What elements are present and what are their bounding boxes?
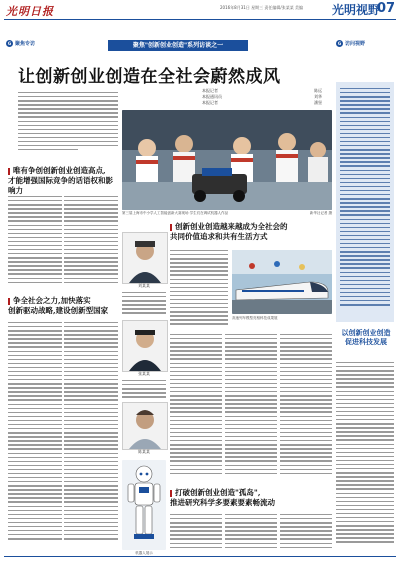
main-photo-credit: 新华社记者 摄	[309, 211, 332, 215]
section-4-subhead: 打破创新创业创造"孤岛", 推进研究科学多要素要素畅流动	[170, 488, 275, 507]
editor-row: 本报记者 潘坚	[202, 100, 322, 105]
section-title: 光明视野	[332, 3, 381, 17]
section-3-text-col-2	[64, 322, 118, 550]
sidebar-feature-text	[336, 362, 394, 552]
tag-left	[6, 40, 66, 49]
section-4-text-col-3	[280, 514, 332, 554]
editor-row: 本报通讯员 刘华	[202, 94, 322, 99]
portrait-3	[122, 402, 168, 450]
sidebar-feature-head: 以创新创业创造 促进科技发展	[341, 328, 391, 346]
series-bar: 聚焦"创新创业创造"系列访谈之一	[108, 40, 248, 51]
section-2-text-col-3	[225, 334, 277, 484]
robot-photo-image	[122, 460, 166, 550]
tag-right-label: 访问视野	[345, 41, 366, 47]
main-photo-caption: 第三届上海市中小学人工智能创新大赛现场 学生们在调试机器人作品	[122, 211, 229, 215]
subhead-bar	[170, 224, 172, 231]
train-photo-image	[232, 250, 332, 314]
section-1-subhead: 唯有争创创新创业创造高点, 才能增强国际竞争的话语权和影响力	[8, 166, 113, 195]
subhead-bar	[170, 490, 172, 497]
section-4-text-col-2	[225, 514, 277, 554]
portrait-col-text-1	[122, 292, 166, 316]
portrait-2-image	[123, 321, 167, 371]
subhead-bar	[8, 298, 10, 305]
section-2-text-col-4	[280, 334, 332, 484]
robot-photo-caption: 机器人展示	[135, 551, 153, 555]
section-2-subhead: 创新创业创造越来越成为全社会的 共同价值追求和共有生活方式	[170, 222, 288, 241]
main-photo	[122, 110, 332, 210]
train-photo	[232, 250, 332, 314]
tag-dot-icon: G	[7, 41, 12, 46]
main-headline: 让创新创业创造在全社会蔚然成风	[18, 67, 281, 87]
intro-text	[18, 92, 118, 160]
tag-dot-icon: G	[337, 41, 342, 46]
editor-row: 本报记者 陈远	[202, 88, 322, 93]
portrait-3-image	[123, 403, 167, 449]
section-4-text-col-1	[170, 514, 222, 554]
masthead-rule	[4, 19, 396, 20]
portrait-2	[122, 320, 168, 372]
footer-rule	[4, 556, 396, 557]
tag-right	[336, 40, 396, 49]
subhead-bar	[8, 168, 10, 175]
tag-left-label: 聚焦专访	[15, 41, 36, 47]
portrait-1-name: 刘某某	[138, 283, 150, 288]
sidebar-panel	[336, 82, 394, 322]
portrait-1	[122, 232, 168, 284]
section-2-text-col-1	[170, 250, 228, 330]
issue-meta: 2016年8月31日 星期三 责任编辑/张某某 美编	[220, 5, 303, 10]
section-1-text-col-1	[8, 196, 62, 290]
portrait-col-text-2	[122, 380, 166, 400]
train-photo-caption: 高速列车模型亮相科技成果展	[232, 316, 278, 320]
section-1-text-col-2	[64, 196, 118, 290]
sidebar-text	[340, 88, 390, 316]
newspaper-logo: 光明日报	[6, 5, 54, 18]
page-number: 07	[377, 1, 396, 16]
section-3-text-col-1	[8, 322, 62, 550]
portrait-3-name: 陈某某	[138, 449, 150, 454]
main-photo-image	[122, 110, 332, 210]
section-2-text-col-2	[170, 334, 222, 484]
portrait-2-name: 张某某	[138, 371, 150, 376]
section-3-subhead: 争全社会之力,加快落实 创新驱动战略,建设创新型国家	[8, 296, 109, 315]
robot-photo	[122, 460, 166, 550]
portrait-1-image	[123, 233, 167, 283]
